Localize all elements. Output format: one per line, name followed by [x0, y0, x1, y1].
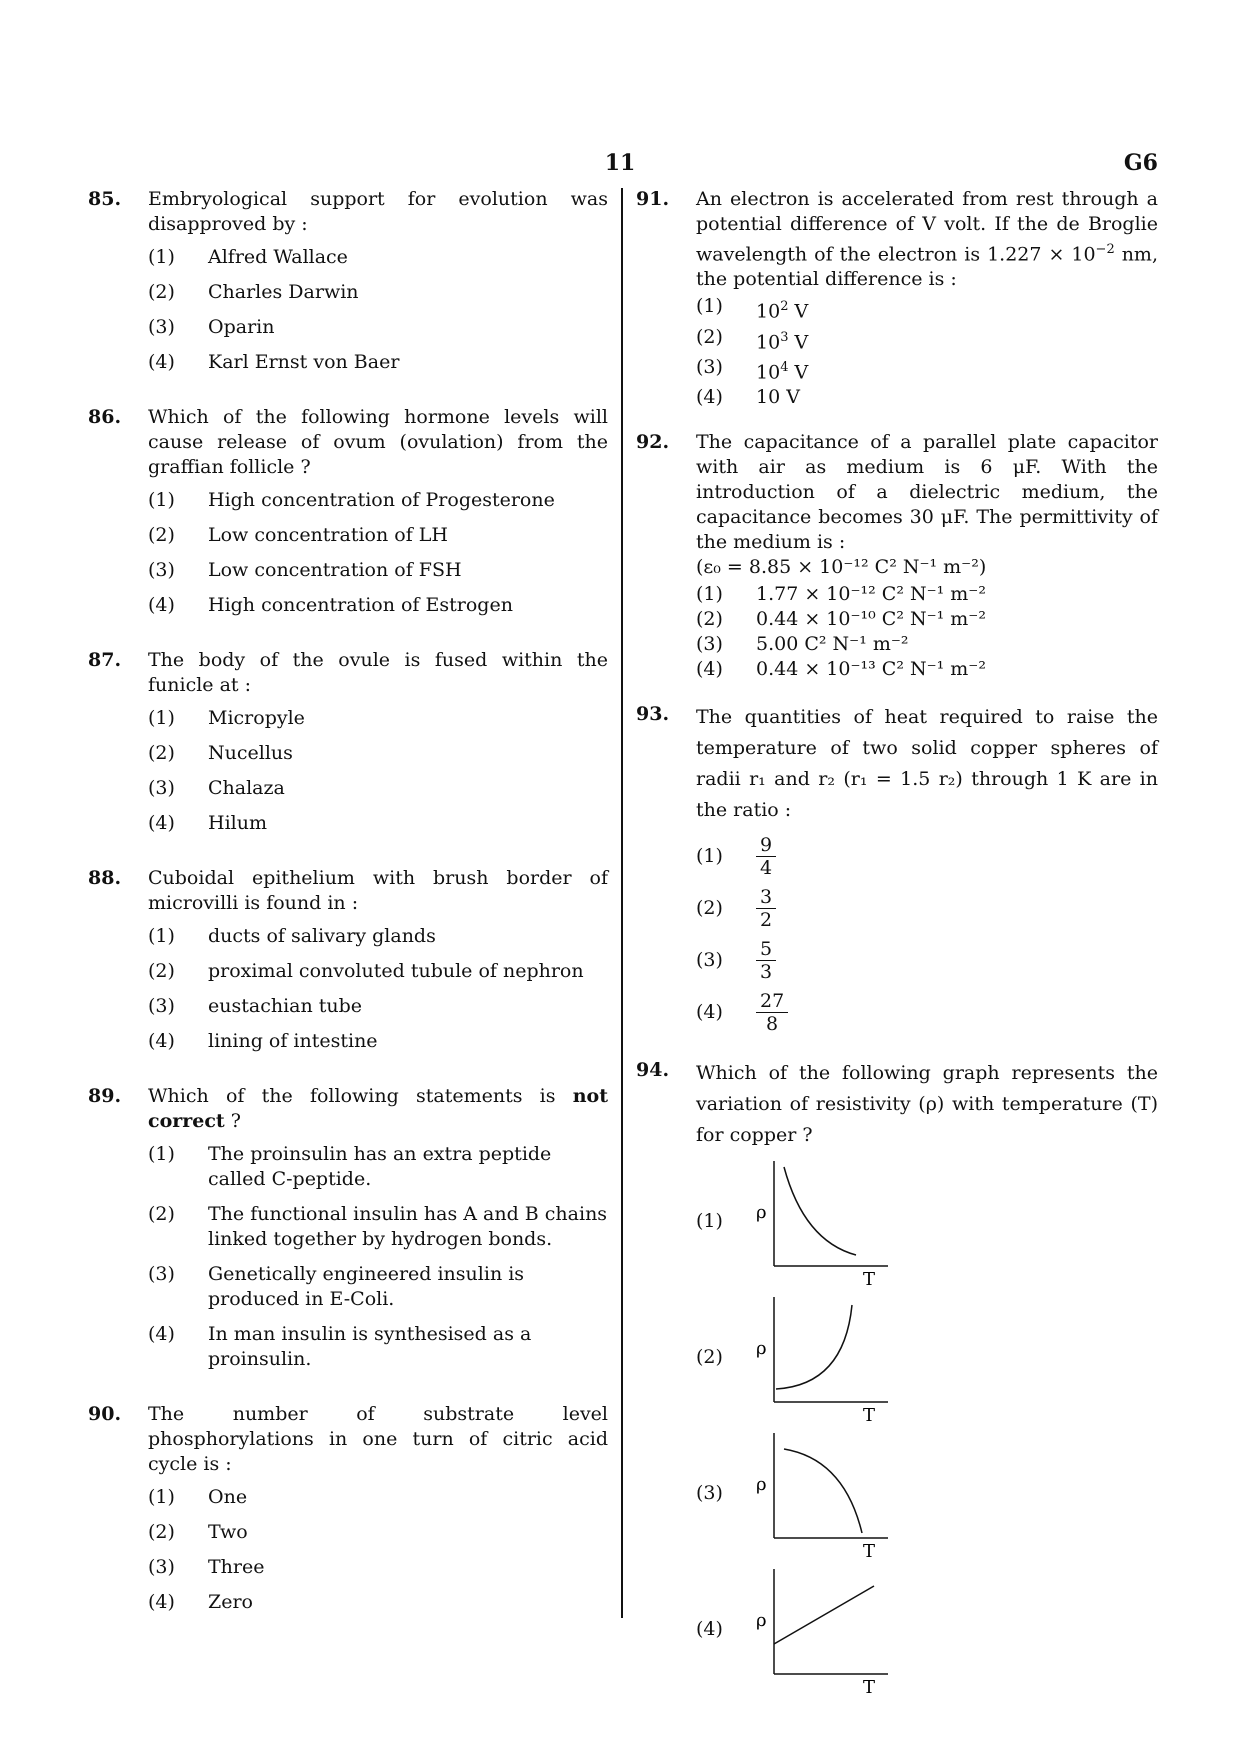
question-number: 89. — [88, 1085, 122, 1107]
option[interactable] — [148, 593, 608, 618]
question-number: 93. — [636, 703, 670, 726]
option-number: (1) — [148, 925, 175, 947]
option-text: One — [208, 1486, 248, 1508]
question-88 — [88, 866, 608, 1054]
given-constant: (ε₀ = 8.85 × 10⁻¹² C² N⁻¹ m⁻²) — [696, 556, 987, 579]
numerator: 5 — [756, 938, 776, 961]
option-text: lining of intestine — [208, 1030, 378, 1052]
question-number: 86. — [88, 406, 122, 428]
option[interactable] — [148, 1555, 608, 1580]
option-exponent: 4 — [780, 359, 789, 375]
option[interactable] — [696, 385, 1158, 410]
question-stem: The number of substrate level phosphorylations in one turn of citric acid cycle is : — [148, 1403, 608, 1475]
option-number: (3) — [696, 633, 723, 656]
option-text: 0.44 × 10⁻¹⁰ C² N⁻¹ m⁻² — [756, 608, 986, 631]
question-stem: The quantities of heat required to raise the temperature of two solid copper spheres of radii r₁ and r₂ (r₁ = 1.5 r₂) through 1 K are in the ratio : — [696, 706, 1158, 822]
right-column — [636, 187, 1158, 1725]
question-92 — [636, 430, 1158, 682]
option-unit: V — [788, 300, 809, 323]
option[interactable] — [696, 325, 1158, 355]
option[interactable] — [148, 350, 608, 375]
option-number: (4) — [696, 386, 723, 409]
graph-3 — [756, 1433, 926, 1563]
option-text: Oparin — [208, 316, 275, 338]
option[interactable] — [696, 830, 1158, 882]
y-axis-label: ρ — [756, 1338, 767, 1360]
option-number: (3) — [148, 777, 175, 799]
option-text: Nucellus — [208, 742, 293, 764]
y-axis-label: ρ — [756, 1610, 767, 1632]
option[interactable] — [148, 741, 608, 766]
option-text: ducts of salivary glands — [208, 925, 436, 947]
option-text: Micropyle — [208, 707, 305, 729]
question-91 — [636, 187, 1158, 410]
option-text: 10 V — [756, 386, 800, 409]
option[interactable] — [696, 934, 1158, 986]
option-text: The proinsulin has an extra peptide called C-peptide. — [208, 1143, 552, 1190]
option-text: High concentration of Estrogen — [208, 594, 513, 616]
question-85 — [88, 187, 608, 375]
option[interactable] — [148, 706, 608, 731]
option-number: (4) — [696, 1618, 723, 1641]
option-text: The functional insulin has A and B chains linked together by hydrogen bonds. — [208, 1203, 608, 1250]
resistivity-curve — [776, 1305, 852, 1389]
option-number: (2) — [148, 524, 175, 546]
graph-2 — [756, 1297, 926, 1427]
option[interactable] — [696, 632, 1158, 657]
option-number: (1) — [148, 1143, 175, 1165]
option-text: Low concentration of FSH — [208, 559, 462, 581]
question-number: 88. — [88, 867, 122, 889]
option-text: Three — [208, 1556, 265, 1578]
option[interactable] — [148, 1202, 608, 1252]
graph-1 — [756, 1161, 926, 1291]
option-text: Karl Ernst von Baer — [208, 351, 400, 373]
option-number: (3) — [148, 316, 175, 338]
question-stem: The capacitance of a parallel plate capacitor with air as medium is 6 μF. With the introduction of a dielectric medium, the capacitance becomes 30 μF. The permittivity of the medium is : — [696, 431, 1158, 554]
option-number: (3) — [696, 1482, 723, 1505]
option[interactable] — [148, 1485, 608, 1510]
option[interactable] — [148, 1029, 608, 1054]
x-axis-label: T — [863, 1541, 876, 1563]
x-axis-label: T — [863, 1269, 876, 1291]
option-number: (1) — [696, 1210, 723, 1233]
option-number: (3) — [148, 1263, 175, 1285]
question-94 — [636, 1058, 1158, 1705]
option-number: (1) — [148, 707, 175, 729]
option[interactable] — [148, 488, 608, 513]
denominator: 2 — [760, 908, 773, 931]
option[interactable] — [696, 1161, 1158, 1297]
option[interactable] — [148, 245, 608, 270]
option-number: (2) — [696, 897, 723, 920]
stem-exponent: −2 — [1095, 242, 1115, 257]
option-number: (4) — [148, 594, 175, 616]
resistivity-curve — [784, 1167, 856, 1255]
option-text: Chalaza — [208, 777, 285, 799]
option-text: Charles Darwin — [208, 281, 359, 303]
option-text: In man insulin is synthesised as a proinsulin. — [208, 1323, 532, 1370]
page-number: 11 — [604, 150, 636, 176]
option-number: (1) — [696, 845, 723, 868]
option[interactable] — [148, 558, 608, 583]
question-number: 87. — [88, 649, 122, 671]
option-unit: V — [788, 361, 809, 384]
option-number: (1) — [696, 583, 723, 606]
stem-text: nm, the potential difference is : — [696, 243, 1158, 291]
option[interactable] — [696, 1297, 1158, 1433]
option-number: (3) — [148, 559, 175, 581]
option[interactable] — [696, 607, 1158, 632]
option-number: (3) — [148, 1556, 175, 1578]
resistivity-curve — [784, 1449, 862, 1533]
option[interactable] — [148, 280, 608, 305]
option-number: (1) — [148, 489, 175, 511]
option[interactable] — [148, 959, 608, 984]
left-column — [88, 187, 608, 1645]
option-text: Genetically engineered insulin is produced in E-Coli. — [208, 1263, 525, 1310]
option-text: Alfred Wallace — [208, 246, 348, 268]
numerator: 27 — [756, 990, 788, 1013]
option-text: Hilum — [208, 812, 267, 834]
stem-text: Which of the following statements is — [148, 1085, 573, 1107]
question-stem — [696, 187, 1158, 292]
denominator: 4 — [760, 856, 773, 879]
stem-text: An electron is accelerated from rest through a potential difference of V volt. If the de Broglie wavelength of the electron is 1.227 × 10 — [696, 188, 1158, 266]
option[interactable] — [696, 657, 1158, 682]
paper-code: G6 — [1123, 150, 1158, 176]
option-text: Zero — [208, 1591, 253, 1613]
numerator: 3 — [756, 886, 776, 909]
option[interactable] — [148, 776, 608, 801]
option[interactable] — [148, 1322, 608, 1372]
x-axis-label: T — [863, 1405, 876, 1427]
question-stem: Which of the following hormone levels will cause release of ovum (ovulation) from the graffian follicle ? — [148, 406, 608, 478]
option-number: (2) — [696, 608, 723, 631]
option[interactable] — [148, 811, 608, 836]
resistivity-line — [774, 1586, 874, 1644]
option-number: (4) — [148, 812, 175, 834]
question-89 — [88, 1084, 608, 1372]
option[interactable] — [696, 882, 1158, 934]
option-number: (4) — [148, 1323, 175, 1345]
option-number: (3) — [148, 995, 175, 1017]
question-86 — [88, 405, 608, 618]
option-text: 10 — [756, 300, 781, 323]
stem-text: ? — [224, 1110, 241, 1132]
option-text: proximal convoluted tubule of nephron — [208, 960, 584, 982]
option-number: (4) — [148, 1591, 175, 1613]
x-axis-label: T — [863, 1677, 876, 1699]
option-text: Low concentration of LH — [208, 524, 448, 546]
question-number: 85. — [88, 188, 122, 210]
question-87 — [88, 648, 608, 836]
fraction — [756, 886, 776, 931]
option-number: (1) — [148, 1486, 175, 1508]
option-text: 10 — [756, 330, 781, 353]
option[interactable] — [696, 582, 1158, 607]
option[interactable] — [148, 315, 608, 340]
option-number: (1) — [148, 246, 175, 268]
option-number: (2) — [148, 281, 175, 303]
option[interactable] — [148, 523, 608, 548]
fraction — [756, 834, 776, 879]
option-number: (4) — [696, 658, 723, 681]
question-stem: The body of the ovule is fused within the funicle at : — [148, 649, 608, 696]
option-text: High concentration of Progesterone — [208, 489, 555, 511]
question-stem — [148, 1084, 608, 1134]
option-number: (2) — [696, 325, 723, 348]
column-divider — [621, 188, 623, 1618]
option-number: (2) — [148, 960, 175, 982]
question-number: 91. — [636, 188, 670, 210]
option[interactable] — [696, 294, 1158, 324]
option-text: 1.77 × 10⁻¹² C² N⁻¹ m⁻² — [756, 583, 986, 606]
option[interactable] — [148, 1262, 608, 1312]
option-text: 0.44 × 10⁻¹³ C² N⁻¹ m⁻² — [756, 658, 986, 681]
option[interactable] — [148, 924, 608, 949]
denominator: 8 — [766, 1012, 779, 1035]
option[interactable] — [696, 355, 1158, 385]
graph-4 — [756, 1569, 926, 1699]
option-exponent: 2 — [780, 299, 789, 315]
option-number: (2) — [148, 1521, 175, 1543]
option[interactable] — [148, 1520, 608, 1545]
option-number: (1) — [696, 295, 723, 318]
option[interactable] — [148, 994, 608, 1019]
option[interactable] — [148, 1590, 608, 1615]
option-number: (3) — [696, 949, 723, 972]
option-number: (2) — [148, 1203, 175, 1225]
option-unit: V — [788, 330, 809, 353]
option[interactable] — [148, 1142, 608, 1192]
question-stem: Which of the following graph represents the variation of resistivity (ρ) with temperature (T) for copper ? — [696, 1062, 1158, 1147]
option-number: (4) — [148, 351, 175, 373]
option-text: eustachian tube — [208, 995, 363, 1017]
option-number: (4) — [696, 1001, 723, 1024]
option-number: (4) — [148, 1030, 175, 1052]
option-text: 5.00 C² N⁻¹ m⁻² — [756, 633, 909, 656]
question-number: 90. — [88, 1403, 122, 1425]
option-number: (2) — [148, 742, 175, 764]
denominator: 3 — [760, 960, 773, 983]
option-number: (3) — [696, 355, 723, 378]
option-text: 10 — [756, 361, 781, 384]
fraction — [756, 938, 776, 983]
numerator: 9 — [756, 834, 776, 857]
question-number: 92. — [636, 431, 670, 454]
stem-emphasis: not correct — [148, 1085, 608, 1132]
option-number: (2) — [696, 1346, 723, 1369]
option-text: Two — [208, 1521, 248, 1543]
option[interactable] — [696, 1569, 1158, 1705]
question-stem: Cuboidal epithelium with brush border of microvilli is found in : — [148, 867, 608, 914]
y-axis-label: ρ — [756, 1474, 767, 1496]
y-axis-label: ρ — [756, 1202, 767, 1224]
option[interactable] — [696, 1433, 1158, 1569]
option[interactable] — [696, 986, 1158, 1038]
question-stem: Embryological support for evolution was disapproved by : — [148, 188, 608, 235]
question-number: 94. — [636, 1059, 670, 1082]
fraction — [756, 990, 788, 1035]
question-90 — [88, 1402, 608, 1615]
option-exponent: 3 — [780, 329, 789, 345]
question-93 — [636, 702, 1158, 1038]
